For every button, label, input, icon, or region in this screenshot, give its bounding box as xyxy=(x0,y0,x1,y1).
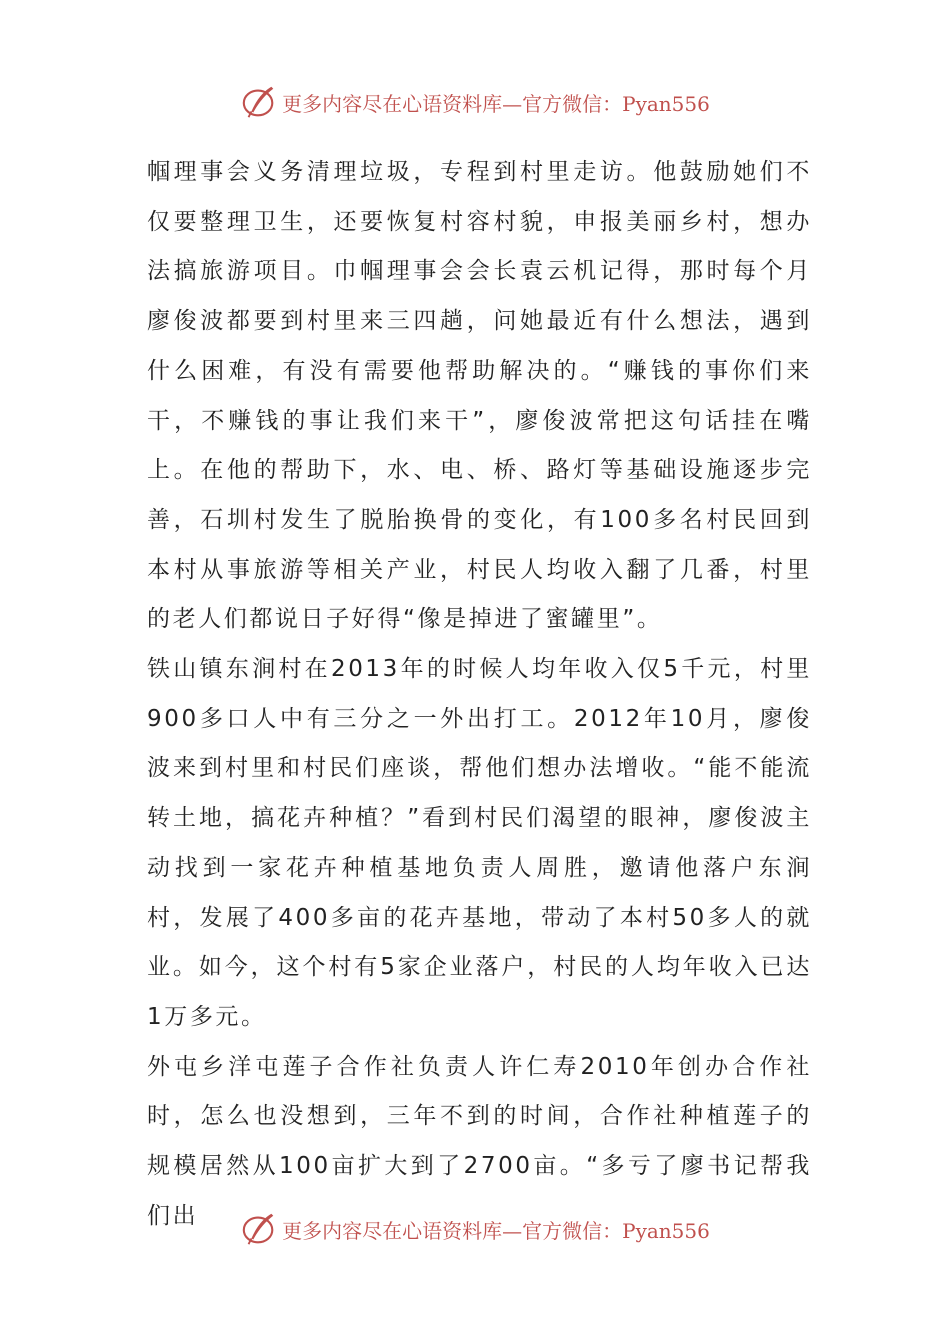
paragraph-2: 铁山镇东涧村在2013年的时候人均年收入仅5千元，村里900多口人中有三分之一外出打工。2012年10月，廖俊波来到村里和村民们座谈，帮他们想办法增收。“能不能流转土地，搞花卉种植？”看到村民们渴望的眼神，廖俊波主动找到一家花卉种植基地负责人周胜，邀请他落户东涧村，发展了400多亩的花卉基地，带动了本村50多人的就业。如今，这个村有5家企业落户，村民的人均年收入已达1万多元。 xyxy=(147,656,812,1030)
quill-pen-logo-icon xyxy=(240,1210,278,1248)
banner-text: 更多内容尽在心语资料库—官方微信：Pyan556 xyxy=(282,91,710,116)
banner-text: 更多内容尽在心语资料库—官方微信：Pyan556 xyxy=(282,1218,710,1243)
paragraph-1: 帼理事会义务清理垃圾，专程到村里走访。他鼓励她们不仅要整理卫生，还要恢复村容村貌，申报美丽乡村，想办法搞旅游项目。巾帼理事会会长袁云机记得，那时每个月廖俊波都要到村里来三四趟，问她最近有什么想法，遇到什么困难，有没有需要他帮助解决的。“赚钱的事你们来干，不赚钱的事让我们来干”，廖俊波常把这句话挂在嘴上。在他的帮助下，水、电、桥、路灯等基础设施逐步完善，石圳村发生了脱胎换骨的变化，有100多名村民回到本村从事旅游等相关产业，村民人均收入翻了几番，村里的老人们都说日子好得“像是掉进了蜜罐里”。 xyxy=(147,159,812,633)
quill-pen-logo-icon xyxy=(240,83,278,121)
footer-banner xyxy=(0,1209,950,1249)
header-banner xyxy=(0,82,950,122)
document-body xyxy=(147,148,812,1241)
paragraph-3: 外屯乡洋屯莲子合作社负责人许仁寿2010年创办合作社时，怎么也没想到，三年不到的时间，合作社种植莲子的规模居然从100亩扩大到了2700亩。“多亏了廖书记帮我们出 xyxy=(147,1053,812,1229)
